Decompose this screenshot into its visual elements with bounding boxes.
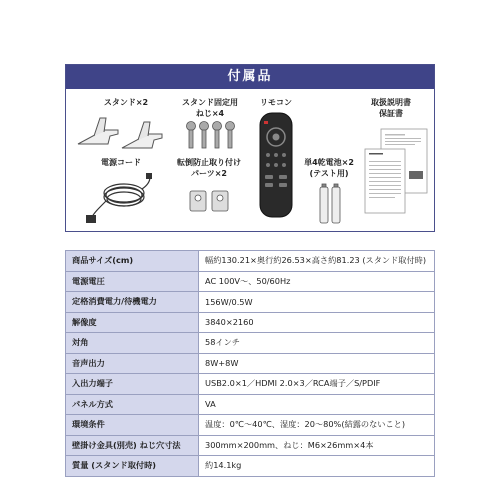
spec-value: 58インチ (199, 333, 435, 354)
table-row (66, 251, 435, 272)
spec-value: 8W+8W (199, 353, 435, 374)
manual-label-line2: 保証書 (379, 109, 403, 118)
table-row (66, 456, 435, 477)
table-row (66, 394, 435, 415)
remote-label: リモコン (260, 98, 292, 107)
spec-label: 入出力端子 (66, 374, 199, 395)
table-row (66, 312, 435, 333)
stand-icon (74, 110, 174, 155)
battery-label-line1: 単4乾電池×2 (304, 158, 354, 167)
battery-icon (318, 183, 342, 225)
spec-label: 音声出力 (66, 353, 199, 374)
stand-label: スタンド×2 (103, 98, 149, 107)
accessories-title: 付属品 (66, 65, 434, 89)
anti-tip-parts-icon (188, 187, 232, 215)
table-row (66, 435, 435, 456)
spec-label: パネル方式 (66, 394, 199, 415)
screw-label-line1: スタンド固定用 (182, 98, 238, 107)
spec-value: 156W/0.5W (199, 292, 435, 313)
spec-label: 対角 (66, 333, 199, 354)
table-row (66, 374, 435, 395)
spec-label: 電源電圧 (66, 271, 199, 292)
spec-value: USB2.0×1／HDMI 2.0×3／RCA端子／S/PDIF (199, 374, 435, 395)
spec-value: 温度：0℃〜40℃、湿度：20〜80%(結露のないこと) (199, 415, 435, 436)
anti-tip-label-line2: パーツ×2 (191, 169, 227, 178)
table-row (66, 333, 435, 354)
power-cord-label: 電源コード (101, 158, 141, 167)
manual-label-line1: 取扱説明書 (371, 98, 411, 107)
spec-label: 定格消費電力/待機電力 (66, 292, 199, 313)
spec-label: 壁掛け金具(別売) ねじ穴寸法 (66, 435, 199, 456)
screw-icon (184, 121, 240, 151)
spec-label: 解像度 (66, 312, 199, 333)
spec-value: 約14.1kg (199, 456, 435, 477)
table-row (66, 415, 435, 436)
spec-label: 質量 (スタンド取付時) (66, 456, 199, 477)
remote-icon (256, 111, 296, 221)
spec-label: 環境条件 (66, 415, 199, 436)
spec-value: AC 100V〜、50/60Hz (199, 271, 435, 292)
anti-tip-label-line1: 転倒防止取り付け (177, 158, 241, 167)
battery-label-line2: (テスト用) (309, 169, 349, 178)
table-row (66, 271, 435, 292)
accessories-panel (65, 64, 435, 232)
spec-value: 幅約130.21×奥行約26.53×高さ約81.23 (スタンド取付時) (199, 251, 435, 272)
manual-icon (361, 125, 431, 225)
spec-value: VA (199, 394, 435, 415)
table-row (66, 353, 435, 374)
power-cord-icon (84, 171, 154, 226)
spec-value: 3840×2160 (199, 312, 435, 333)
spec-label: 商品サイズ(cm) (66, 251, 199, 272)
spec-value: 300mm×200mm、ねじ：M6×26mm×4本 (199, 435, 435, 456)
specs-table (65, 250, 435, 477)
screw-label-line2: ねじ×4 (195, 109, 225, 118)
table-row (66, 292, 435, 313)
